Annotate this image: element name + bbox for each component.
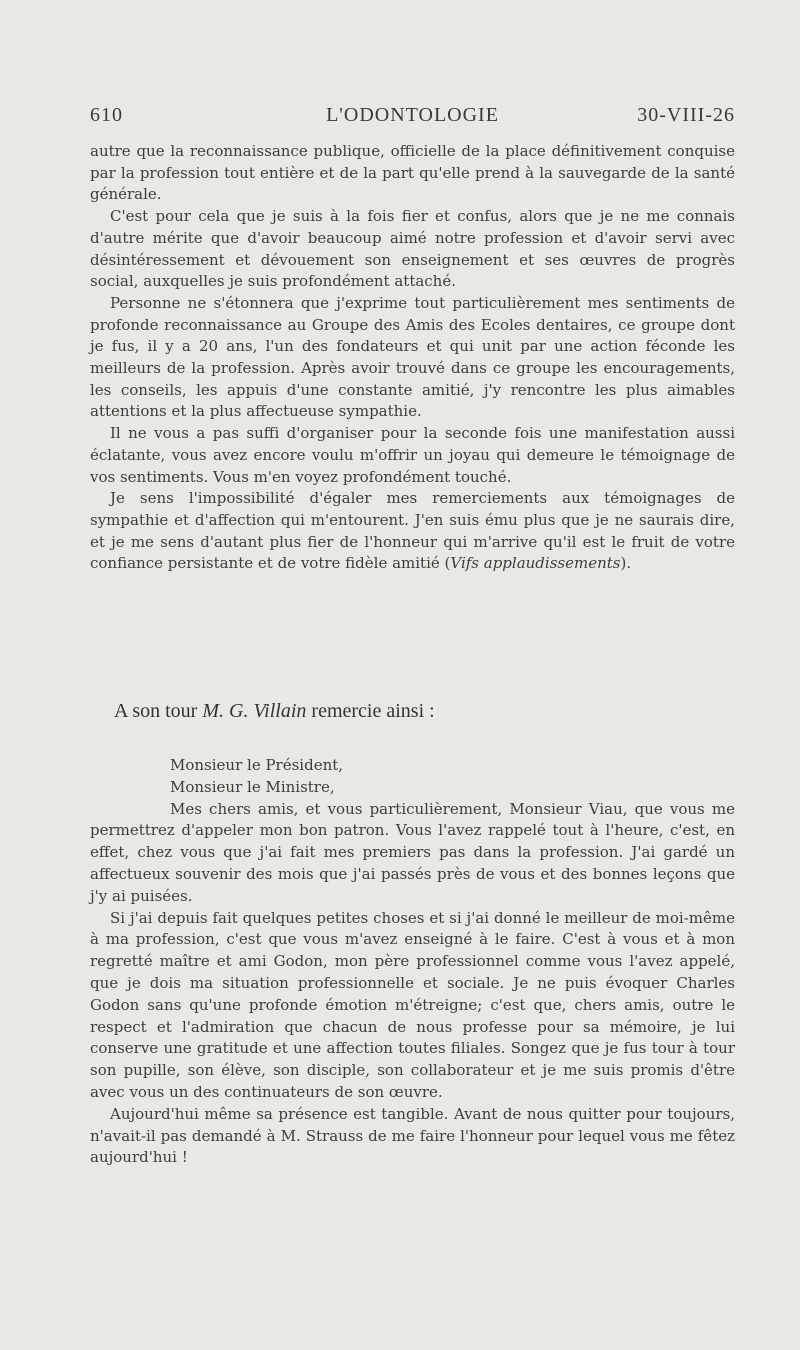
speech-paragraph: Aujourd'hui même sa présence est tangible. Avant de nous quitter pour toujours, n'avait-il pas demandé à M. Strauss de me faire l'honneur pour lequel vous me fêtez aujourd'hui !	[90, 1104, 735, 1167]
speaker-name: M. G. Villain	[202, 700, 307, 722]
announcement-suffix: remercie ainsi :	[311, 700, 435, 722]
page-number: 610	[90, 104, 123, 126]
announcement-prefix: A son tour	[114, 700, 198, 722]
paragraph: autre que la reconnaissance publique, officielle de la place définitivement conquise par la profession tout entière et de la part qu'elle prend à la sauvegarde de la santé générale.	[90, 142, 735, 204]
speech-paragraph: Si j'ai depuis fait quelques petites choses et si j'ai donné le meilleur de moi-même à ma profession, c'est que vous m'avez enseigné à le faire. C'est à vous et à mon regretté maître et ami Godon, mon père professionnel comme vous l'avez appelé, que je dois ma situation professionnelle et sociale. Je ne puis évoquer Charles Godon sans qu'une profonde émotion m'étreigne; c'est que, chers amis, outre le respect et l'admiration que chacun de nous professe pour sa mémoire, je lui conserve une gratitude et une affection toutes filiales. Songez que je fus tour à tour son pupille, son élève, son disciple, son collaborateur et je me suis promis d'être avec vous un des continuateurs de son œuvre.	[90, 908, 735, 1101]
letter-body	[90, 141, 735, 575]
speech-opening: Mes chers amis, et vous particulièrement, Monsieur Viau, que vous me permettrez d'appeler mon bon patron. Vous l'avez rappelé tout à l'heure, c'est, en effet, chez vous que j'ai fait mes premiers pas dans la profession. J'ai gardé un affectueux souvenir des mois que j'ai passés près de vous et des bonnes leçons que j'y ai puisées.	[90, 799, 735, 905]
paragraph-text: Je sens l'impossibilité d'égaler mes remerciements aux témoignages de sympathie et d'affection qui m'entourent. J'en suis ému plus que je ne saurais dire, et je me sens d'autant plus fier de l'honneur qui m'arrive qu'il est le fruit de votre confiance persistante et de votre fidèle amitié (	[90, 489, 735, 573]
speaker-announcement	[114, 700, 435, 723]
paragraph: C'est pour cela que je suis à la fois fier et confus, alors que je ne me connais d'autre mérite que d'avoir beaucoup aimé notre profession et d'avoir servi avec désintéressement et dévouement son enseignement et ses œuvres de progrès social, auxquelles je suis profondément attaché.	[90, 207, 735, 291]
paragraph-final	[90, 488, 735, 575]
salutation-line: Monsieur le Ministre,	[170, 777, 335, 796]
applause-note: Vifs applaudissements	[450, 554, 621, 573]
paragraph-end: ).	[620, 554, 632, 573]
running-header	[90, 104, 735, 134]
issue-date: 30-VIII-26	[637, 104, 735, 126]
paragraph: Il ne vous a pas suffi d'organiser pour la seconde fois une manifestation aussi éclatante, vous avez encore voulu m'offrir un joyau qui demeure le témoignage de vos sentiments. Vous m'en voyez profondément touché.	[90, 424, 735, 486]
salutation-line: Monsieur le Président,	[170, 756, 344, 774]
speech-body	[90, 755, 735, 1169]
paragraph: Personne ne s'étonnera que j'exprime tout particulièrement mes sentiments de profonde reconnaissance au Groupe des Amis des Ecoles dentaires, ce groupe dont je fus, il y a 20 ans, l'un des fondateurs et qui unit par une action féconde les meilleurs de la profession. Après avoir trouvé dans ce groupe les encouragements, les conseils, les appuis d'une constante amitié, j'y rencontre les plus aimables attentions et la plus affectueuse sympathie.	[90, 293, 735, 421]
journal-title: L'ODONTOLOGIE	[326, 104, 499, 126]
